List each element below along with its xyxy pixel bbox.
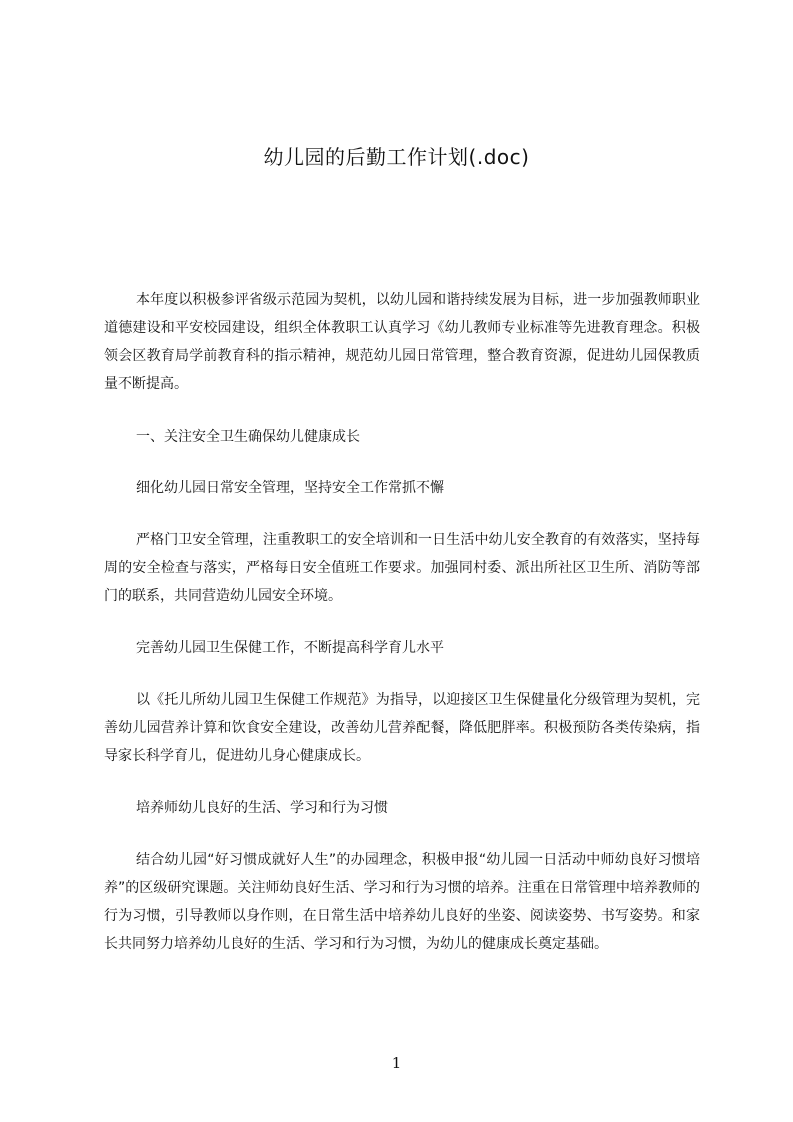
subheading-good-habits: 培养师幼儿良好的生活、学习和行为习惯 bbox=[136, 800, 388, 816]
safety-management-paragraph: 严格门卫安全管理，注重教职工的安全培训和一日生活中幼儿安全教育的有效落实，坚持每周的安全检查与落实，严格每日安全值班工作要求。加强同村委、派出所社区卫生所、消防等部门的联系，共同营造幼儿园安全环境。 bbox=[104, 532, 700, 604]
subheading-health-care: 完善幼儿园卫生保健工作，不断提高科学育儿水平 bbox=[136, 640, 444, 656]
intro-paragraph: 本年度以积极参评省级示范园为契机，以幼儿园和谐持续发展为目标，进一步加强教师职业道德建设和平安校园建设，组织全体教职工认真学习《幼儿教师专业标准等先进教育理念。积极领会区教育局学前教育科的指示精神，规范幼儿园日常管理，整合教育资源，促进幼儿园保教质量不断提高。 bbox=[104, 292, 700, 392]
health-care-paragraph: 以《托儿所幼儿园卫生保健工作规范》为指导，以迎接区卫生保健量化分级管理为契机，完善幼儿园营养计算和饮食安全建设，改善幼儿营养配餐，降低肥胖率。积极预防各类传染病，指导家长科学育儿，促进幼儿身心健康成长。 bbox=[104, 692, 700, 764]
good-habits-paragraph: 结合幼儿园“好习惯成就好人生”的办园理念，积极申报“幼儿园一日活动中师幼良好习惯培养”的区级研究课题。关注师幼良好生活、学习和行为习惯的培养。注重在日常管理中培养教师的行为习惯，引导教师以身作则，在日常生活中培养幼儿良好的坐姿、阅读姿势、书写姿势。和家长共同努力培养幼儿良好的生活、学习和行为习惯，为幼儿的健康成长奠定基础。 bbox=[104, 852, 700, 952]
page-number: 1 bbox=[391, 1054, 402, 1072]
section-heading-safety-health: 一、关注安全卫生确保幼儿健康成长 bbox=[136, 429, 360, 445]
subheading-safety-management: 细化幼儿园日常安全管理，坚持安全工作常抓不懈 bbox=[136, 480, 444, 496]
document-title: 幼儿园的后勤工作计划(.doc) bbox=[263, 145, 530, 169]
